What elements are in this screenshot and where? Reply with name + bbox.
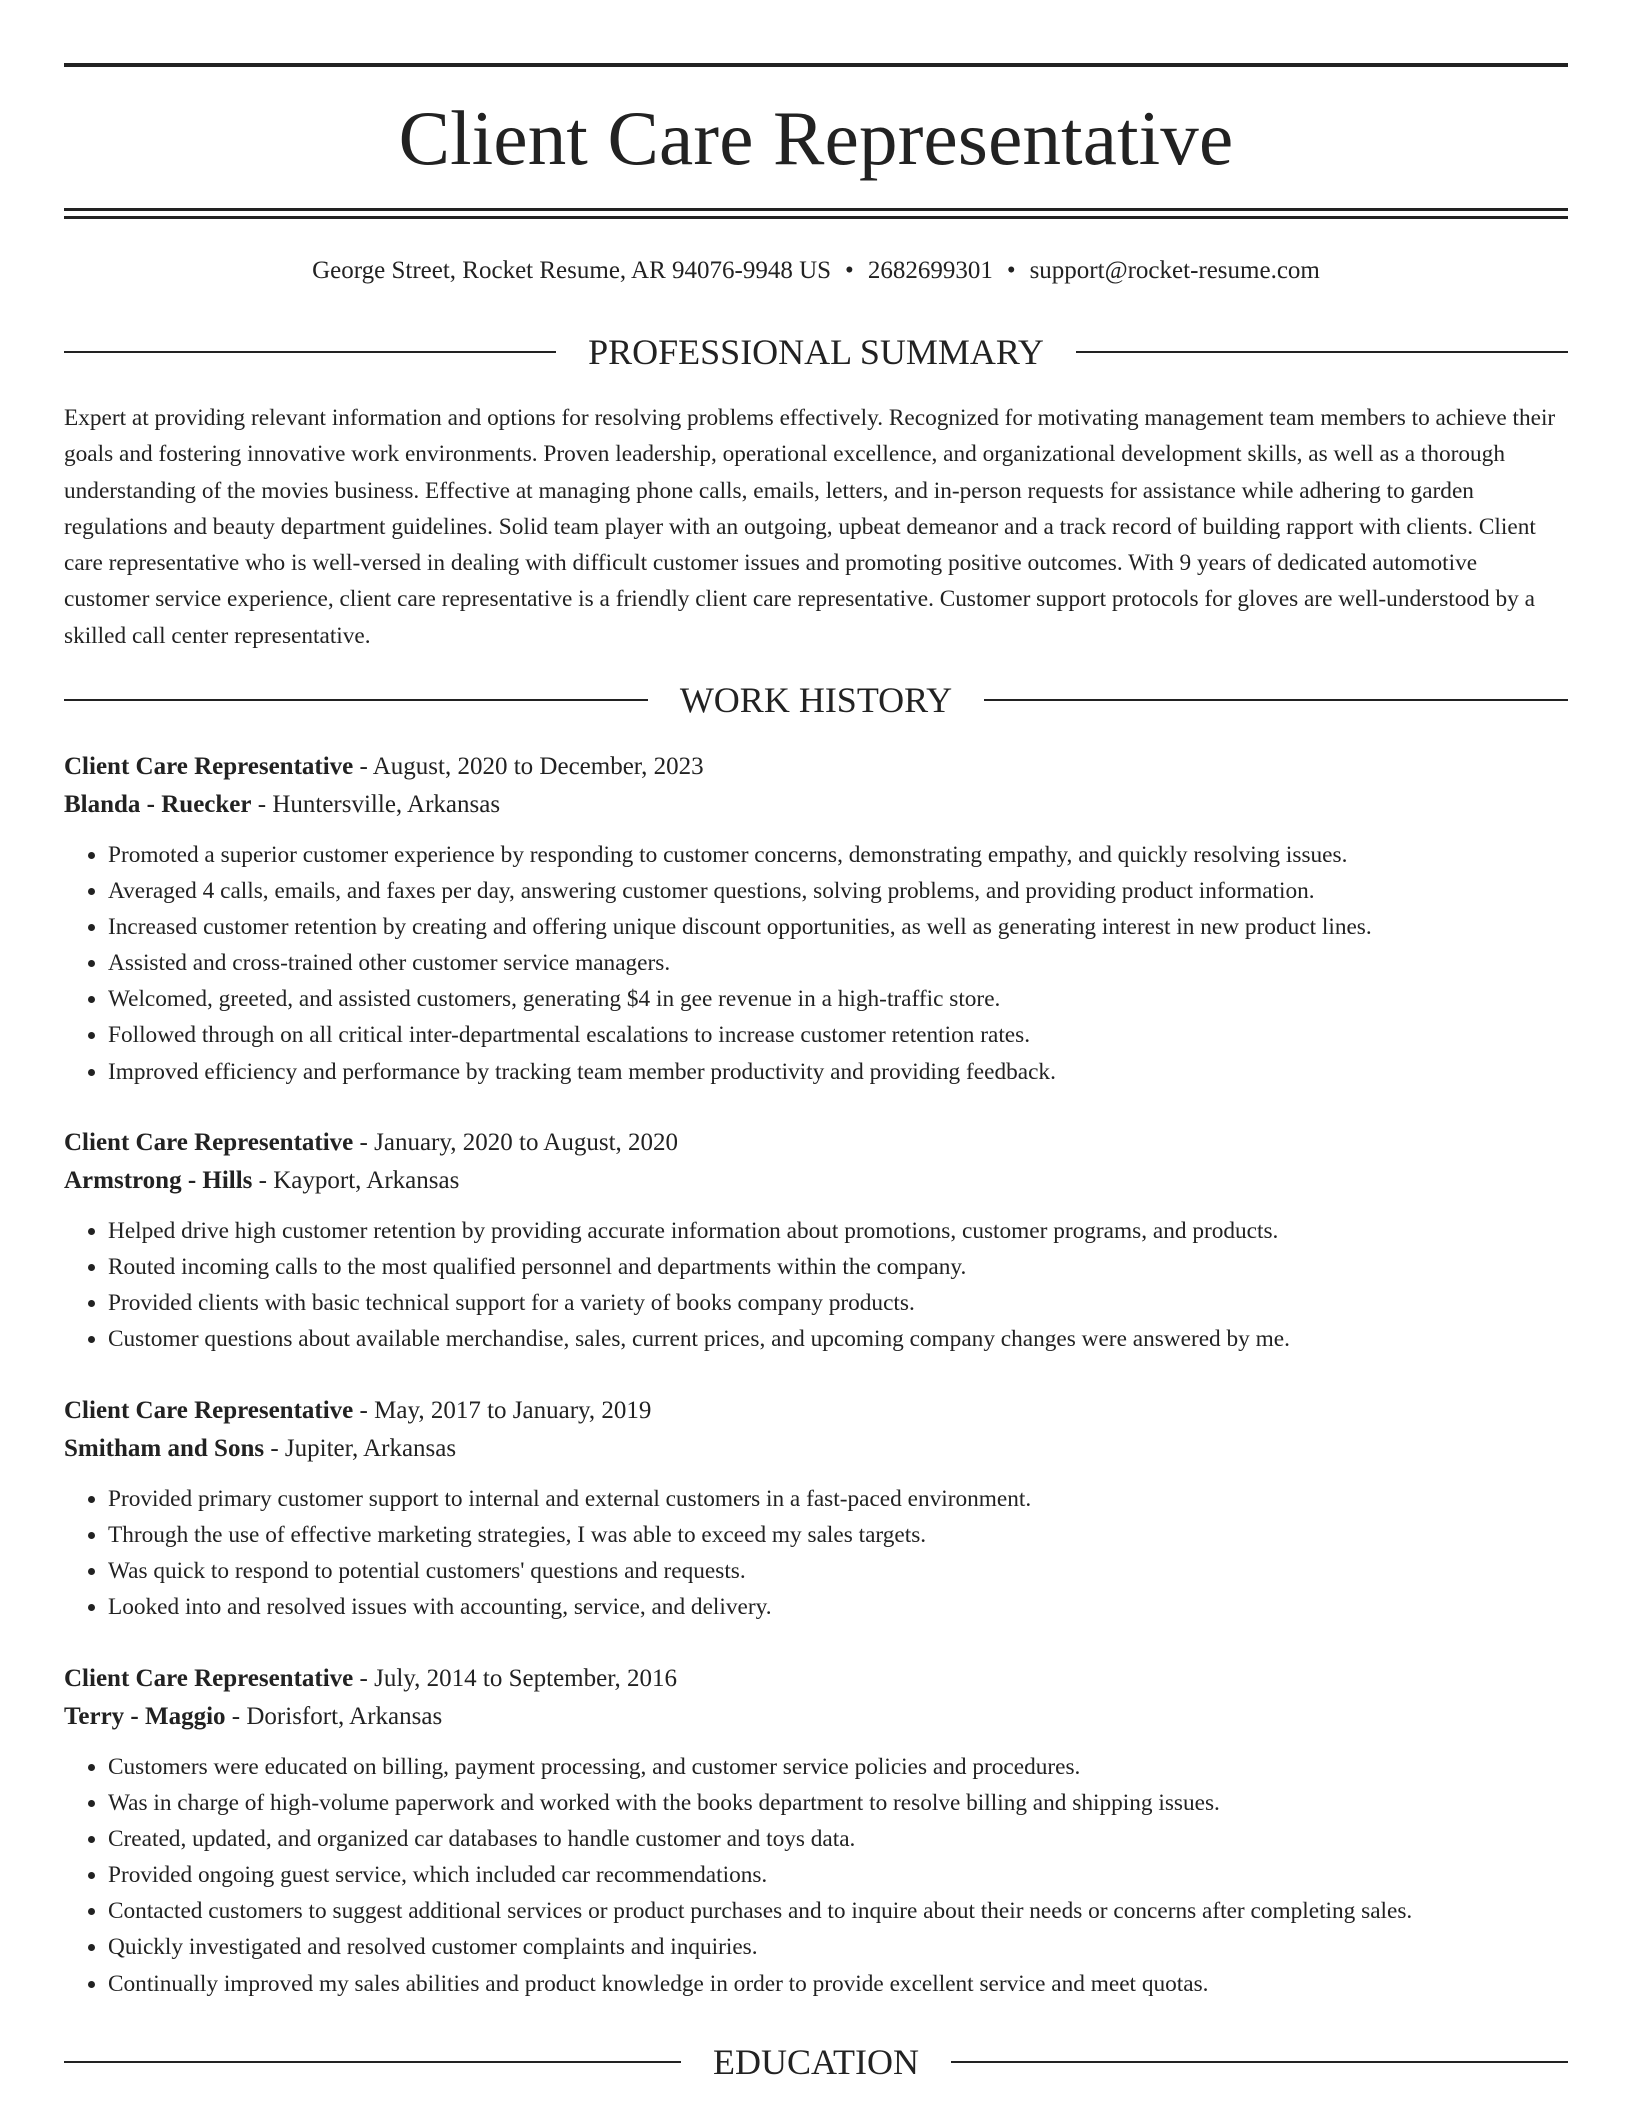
section-heading-label: EDUCATION (713, 2042, 919, 2082)
section-heading-work-history (64, 678, 1568, 722)
title-bottom-rule (64, 216, 1568, 219)
job-bullet: • Was in charge of high-volume paperwork and worked with the books department to resolve billing and shipping issues. (108, 1785, 1568, 1821)
job-title: Client Care Representative (64, 1129, 354, 1156)
heading-rule (64, 699, 648, 701)
job-company: Blanda - Ruecker (64, 791, 252, 818)
job-dates: - May, 2017 to January, 2019 (353, 1397, 652, 1424)
title-top-rule (64, 63, 1568, 67)
job-bullet: • Provided primary customer support to internal and external customers in a fast-paced environment. (108, 1481, 1568, 1517)
job-bullet: • Customers were educated on billing, payment processing, and customer service policies and procedures. (108, 1749, 1568, 1785)
contact-email: support@rocket-resume.com (1029, 257, 1320, 284)
job-dates: - January, 2020 to August, 2020 (353, 1129, 679, 1156)
job-entry (64, 1392, 1568, 1625)
job-location: - Kayport, Arkansas (252, 1167, 460, 1194)
job-location: - Huntersville, Arkansas (251, 791, 501, 818)
contact-separator: • (1006, 257, 1016, 284)
job-bullet-list (64, 837, 1568, 1090)
job-bullet: • Followed through on all critical inter-departmental escalations to increase customer retention rates. (108, 1017, 1568, 1053)
heading-rule (951, 2061, 1568, 2063)
job-bullet: • Continually improved my sales abilities and product knowledge in order to provide excellent service and meet quotas. (108, 1966, 1568, 2002)
job-bullet: • Improved efficiency and performance by tracking team member productivity and providing feedback. (108, 1054, 1568, 1090)
job-bullet: • Looked into and resolved issues with accounting, service, and delivery. (108, 1589, 1568, 1625)
section-heading-label: PROFESSIONAL SUMMARY (588, 332, 1044, 372)
job-company: Smitham and Sons (64, 1435, 265, 1462)
job-bullet: • Was quick to respond to potential customers' questions and requests. (108, 1553, 1568, 1589)
job-company: Armstrong - Hills (64, 1167, 253, 1194)
heading-rule (984, 699, 1568, 701)
job-bullet-list (64, 1749, 1568, 2002)
contact-line (64, 254, 1568, 288)
title-bottom-rule (64, 208, 1568, 211)
job-bullet: • Contacted customers to suggest additional services or product purchases and to inquire about their needs or concerns after completing sales. (108, 1893, 1568, 1929)
job-bullet: • Provided clients with basic technical support for a variety of books company products. (108, 1285, 1568, 1321)
job-bullet-list (64, 1213, 1568, 1357)
professional-summary: Expert at providing relevant information and options for resolving problems effectively. Recognized for motivating management team members to achieve their goals and fostering innovative work environments. Proven leadership, operational excellence, and organizational development skills, as well as a thorough understanding of the movies business. Effective at managing phone calls, emails, letters, and in-person requests for assistance while adhering to garden regulations and beauty department guidelines. Solid team player with an outgoing, upbeat demeanor and a track record of building rapport with clients. Client care representative who is well-versed in dealing with difficult customer issues and promoting positive outcomes. With 9 years of dedicated automotive customer service experience, client care representative is a friendly client care representative. Customer support protocols for gloves are well-understood by a skilled call center representative. (64, 405, 1556, 649)
job-company-line (64, 1430, 1568, 1468)
job-bullet: • Welcomed, greeted, and assisted customers, generating $4 in gee revenue in a high-traffic store. (108, 981, 1568, 1017)
job-title-line (64, 1124, 1568, 1162)
job-bullet: • Averaged 4 calls, emails, and faxes per day, answering customer questions, solving problems, and providing product information. (108, 873, 1568, 909)
job-title: Client Care Representative (64, 1397, 354, 1424)
job-entry (64, 748, 1568, 1090)
job-company: Terry - Maggio (64, 1703, 226, 1730)
job-title: Client Care Representative (64, 753, 354, 780)
section-heading-education (64, 2040, 1568, 2084)
heading-rule (64, 2061, 681, 2063)
job-bullet: • Created, updated, and organized car databases to handle customer and toys data. (108, 1821, 1568, 1857)
job-bullet: • Assisted and cross-trained other customer service managers. (108, 945, 1568, 981)
job-bullet: • Provided ongoing guest service, which included car recommendations. (108, 1857, 1568, 1893)
job-entry (64, 1124, 1568, 1357)
job-title-line (64, 1392, 1568, 1430)
job-title-line (64, 748, 1568, 786)
job-company-line (64, 1162, 1568, 1200)
job-bullet-list (64, 1481, 1568, 1625)
job-bullet: • Through the use of effective marketing strategies, I was able to exceed my sales targets. (108, 1517, 1568, 1553)
section-heading-label: WORK HISTORY (679, 680, 953, 720)
job-dates: - July, 2014 to September, 2016 (353, 1665, 678, 1692)
job-location: - Jupiter, Arkansas (264, 1435, 457, 1462)
job-title: Client Care Representative (64, 1665, 354, 1692)
job-title-line (64, 1660, 1568, 1698)
job-bullet: • Customer questions about available merchandise, sales, current prices, and upcoming company changes were answered by me. (108, 1321, 1568, 1357)
job-dates: - August, 2020 to December, 2023 (353, 753, 704, 780)
contact-phone: 2682699301 (867, 257, 993, 284)
job-bullet: • Promoted a superior customer experience by responding to customer concerns, demonstrating empathy, and quickly resolving issues. (108, 837, 1568, 873)
contact-address: George Street, Rocket Resume, AR 94076-9948 US (312, 257, 832, 284)
job-company-line (64, 1698, 1568, 1736)
job-bullet: • Quickly investigated and resolved customer complaints and inquiries. (108, 1929, 1568, 1965)
job-bullet: • Routed incoming calls to the most qualified personnel and departments within the company. (108, 1249, 1568, 1285)
heading-rule (1076, 351, 1568, 353)
job-bullet: • Increased customer retention by creating and offering unique discount opportunities, as well as generating interest in new product lines. (108, 909, 1568, 945)
job-entry (64, 1660, 1568, 2002)
job-bullet: • Helped drive high customer retention by providing accurate information about promotions, customer programs, and products. (108, 1213, 1568, 1249)
resume-title: Client Care Representative (398, 95, 1234, 181)
contact-separator: • (845, 257, 854, 284)
job-company-line (64, 786, 1568, 824)
heading-rule (64, 351, 556, 353)
job-location: - Dorisfort, Arkansas (225, 1703, 443, 1730)
section-heading-summary (64, 330, 1568, 374)
